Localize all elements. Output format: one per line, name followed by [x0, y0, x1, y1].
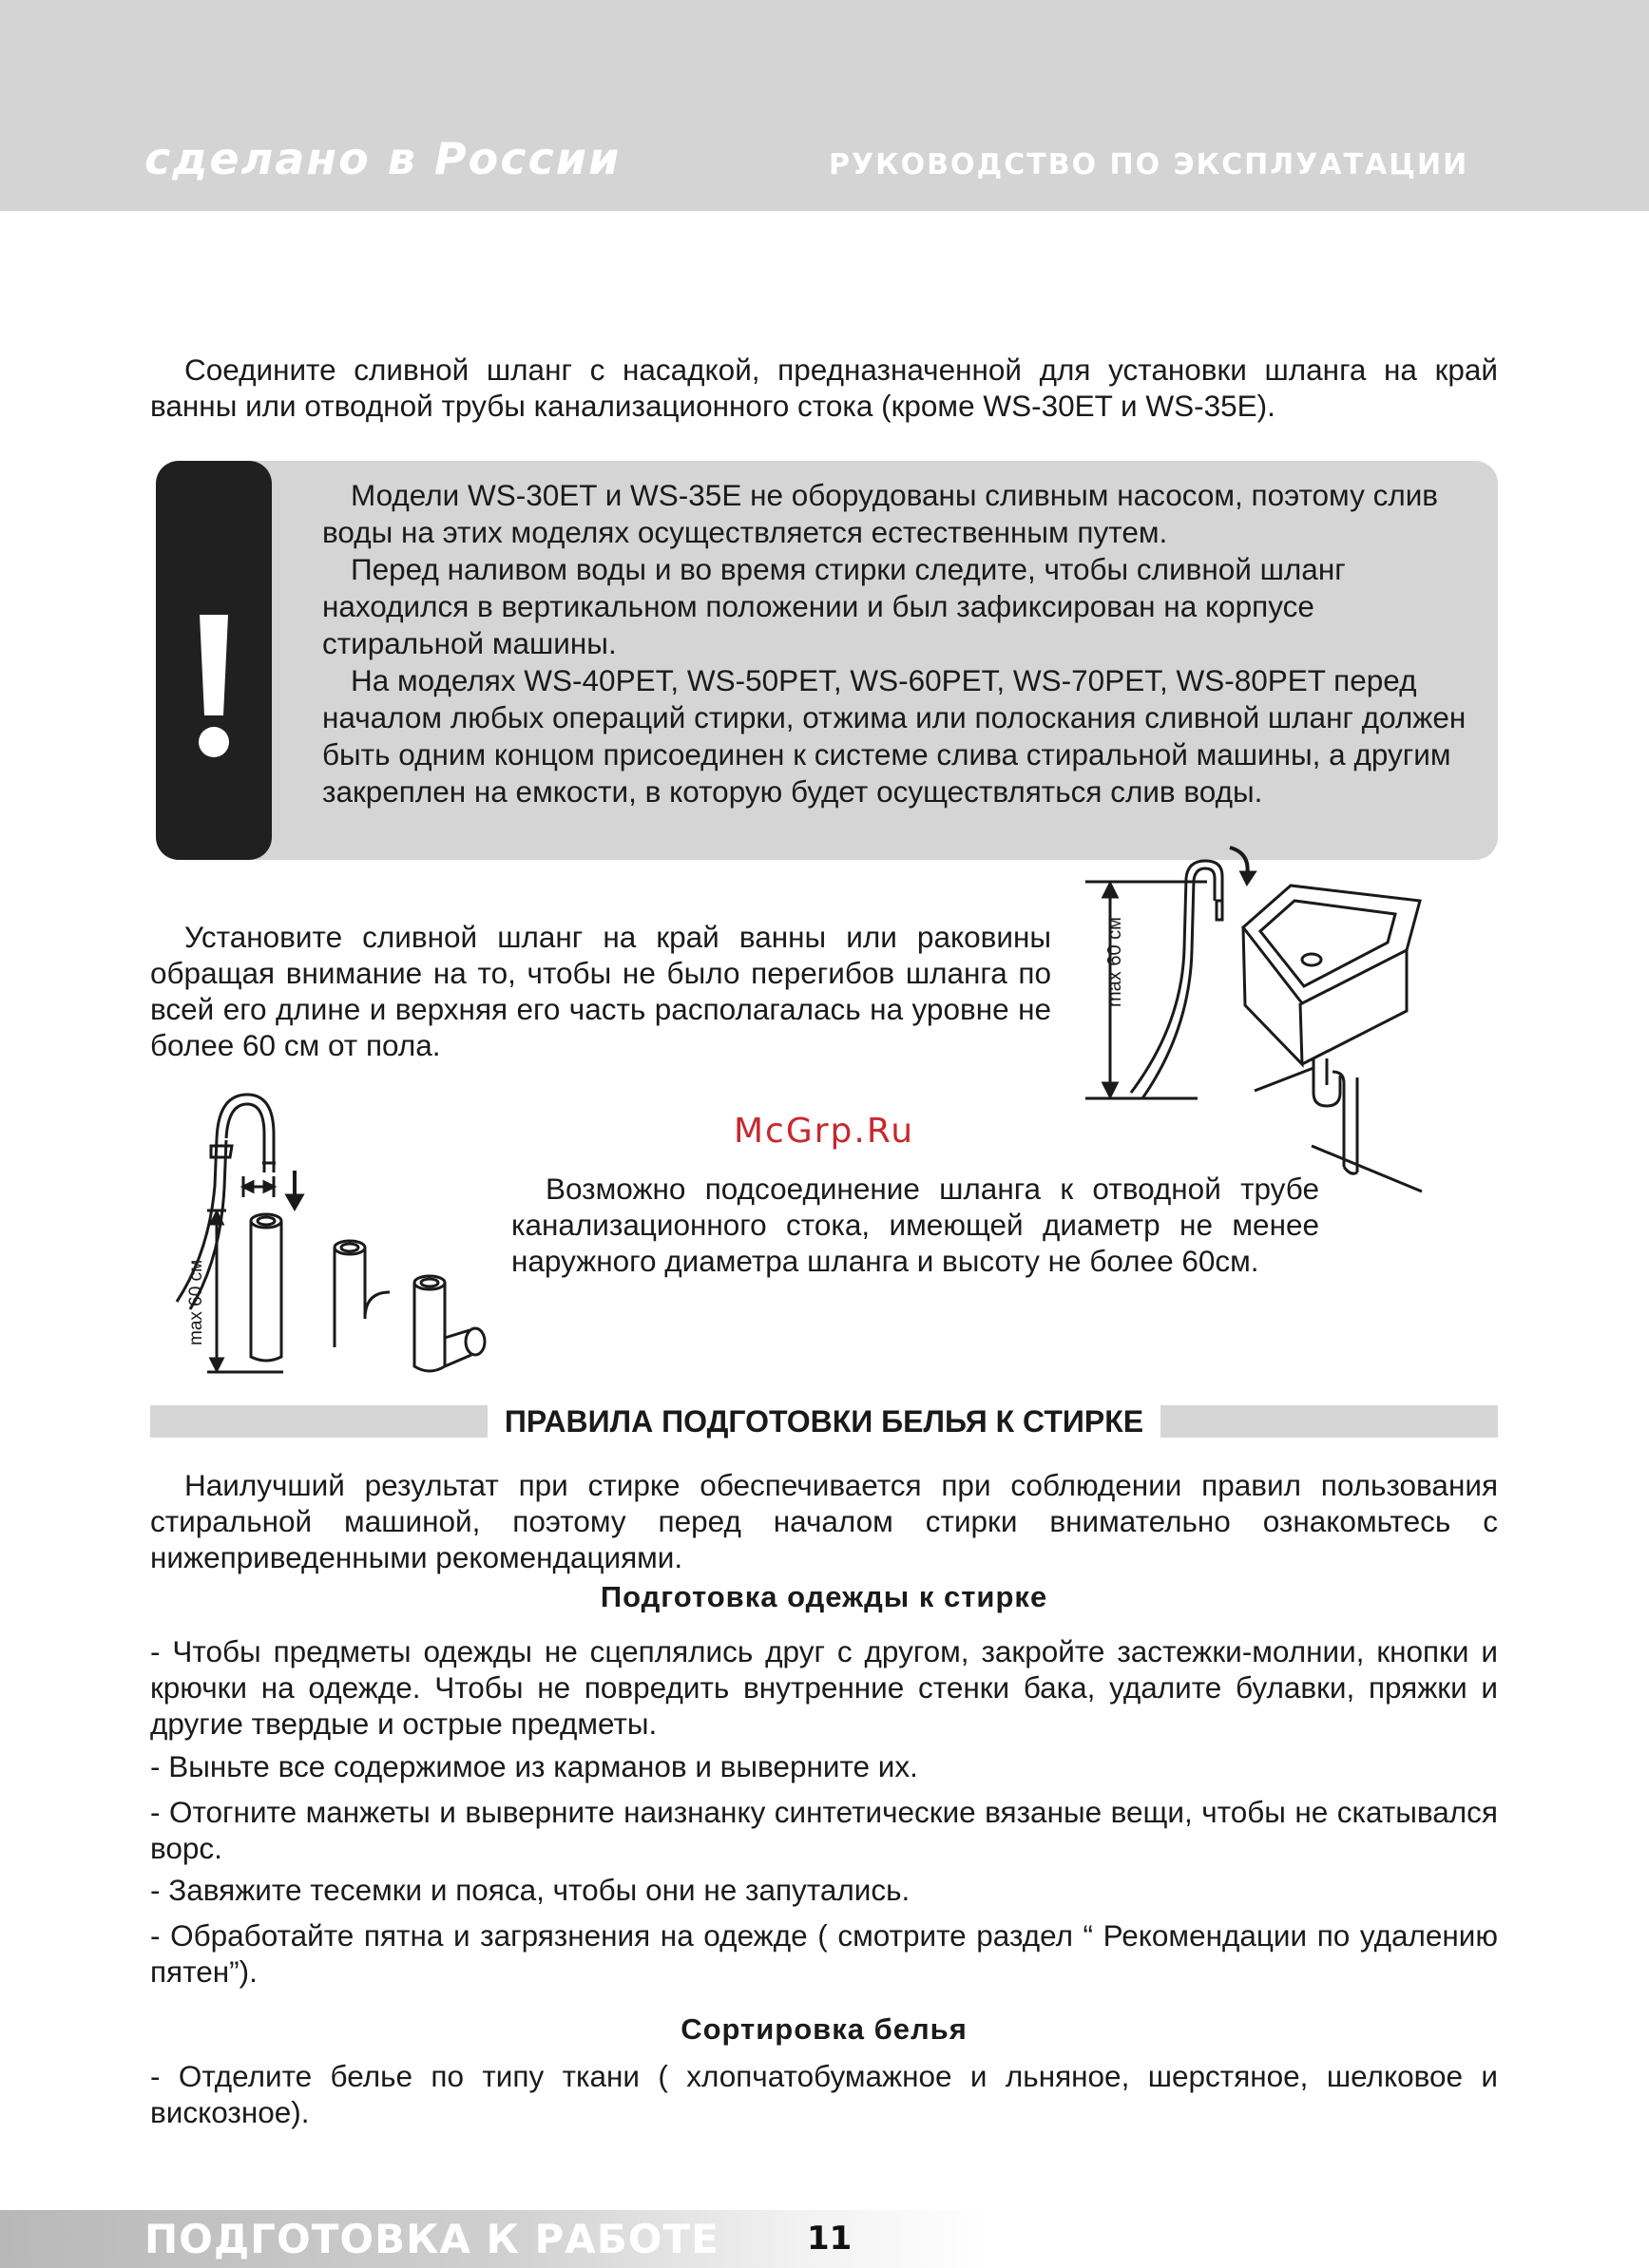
list-item: - Чтобы предметы одежды не сцеплялись друг с другом, закройте застежки-молнии, кнопки и крючки на одежде. Чтобы не повредить внутренние стенки бака, удалите булавки, пряжки и другие твердые и острые предметы. — [150, 1634, 1498, 1741]
brand-slogan: сделано в России — [144, 133, 622, 184]
section-header — [150, 1402, 1498, 1439]
warning-text — [322, 477, 1472, 810]
page-header — [0, 0, 1649, 211]
list-item: - Отделите белье по типу ткани ( хлопчатобумажное и льняное, шерстяное, шелковое и вискозное). — [150, 2059, 1498, 2129]
warning-box — [156, 461, 1498, 860]
warning-paragraph: Модели WS-30ET и WS-35E не оборудованы сливным насосом, поэтому слив воды на этих моделях осуществляется естественным путем. — [322, 478, 1439, 549]
pipe-paragraph: Возможно подсоединение шланга к отводной трубе канализационного стока, имеющей диаметр не менее наружного диаметра шланга и высоту не более 60см. — [511, 1172, 1319, 1278]
drain-pipe-figure — [169, 1081, 492, 1385]
sink-figure — [1074, 844, 1426, 1195]
list-item: - Обработайте пятна и загрязнения на одежде ( смотрите раздел “ Рекомендации по удалению пятен”). — [150, 1918, 1498, 1989]
page-number: 11 — [807, 2220, 853, 2258]
pipe-height-label: max 60 см — [186, 1259, 206, 1345]
subheading-preparation: Подготовка одежды к стирке — [600, 1580, 1048, 1613]
warning-paragraph: Перед наливом воды и во время стирки следите, чтобы сливной шланг находился в вертикальном положении и был зафиксирован на корпусе стиральной машины. — [322, 552, 1346, 660]
watermark: McGrp.Ru — [734, 1112, 915, 1151]
section-intro: Наилучший результат при стирке обеспечивается при соблюдении правил пользования стиральной машиной, поэтому перед началом стирки внимательно ознакомьтесь с нижеприведенными рекомендациями. — [150, 1468, 1498, 1574]
intro-paragraph: Соедините сливной шланг с насадкой, предназначенной для установки шланга на край ванны или отводной трубы канализационного стока (кроме WS-30ET и WS-35E). — [150, 353, 1498, 423]
warning-paragraph: На моделях WS-40PET, WS-50PET, WS-60PET, WS-70PET, WS-80PET перед началом любых операций стирки, отжима или полоскания сливной шланг должен быть одним концом присоединен к системе слива стиральной машины, а другим закреплен на емкости, в которую будет осуществляться слив воды. — [322, 663, 1467, 809]
section-title: ПРАВИЛА ПОДГОТОВКИ БЕЛЬЯ К СТИРКЕ — [488, 1404, 1160, 1439]
list-item: - Отогните манжеты и выверните наизнанку синтетические вязаные вещи, чтобы не скатывался ворс. — [150, 1795, 1498, 1865]
exclamation-icon — [156, 461, 272, 860]
list-item: - Выньте все содержимое из карманов и выверните их. — [150, 1749, 918, 1783]
sink-height-label: max 60 см — [1104, 917, 1125, 1007]
hose-sink-paragraph: Установите сливной шланг на край ванны или раковины обращая внимание на то, чтобы не было перегибов шланга по всей его длине и верхняя его часть располагалась на уровне не более 60 см от пола. — [150, 920, 1051, 1062]
manual-label: РУКОВОДСТВО ПО ЭКСПЛУАТАЦИИ — [829, 148, 1469, 181]
footer-section-title: ПОДГОТОВКА К РАБОТЕ — [144, 2216, 719, 2262]
subheading-sorting: Сортировка белья — [681, 2012, 968, 2046]
page-footer — [0, 2210, 1649, 2268]
list-item: - Завяжите тесемки и пояса, чтобы они не запутались. — [150, 1873, 911, 1907]
